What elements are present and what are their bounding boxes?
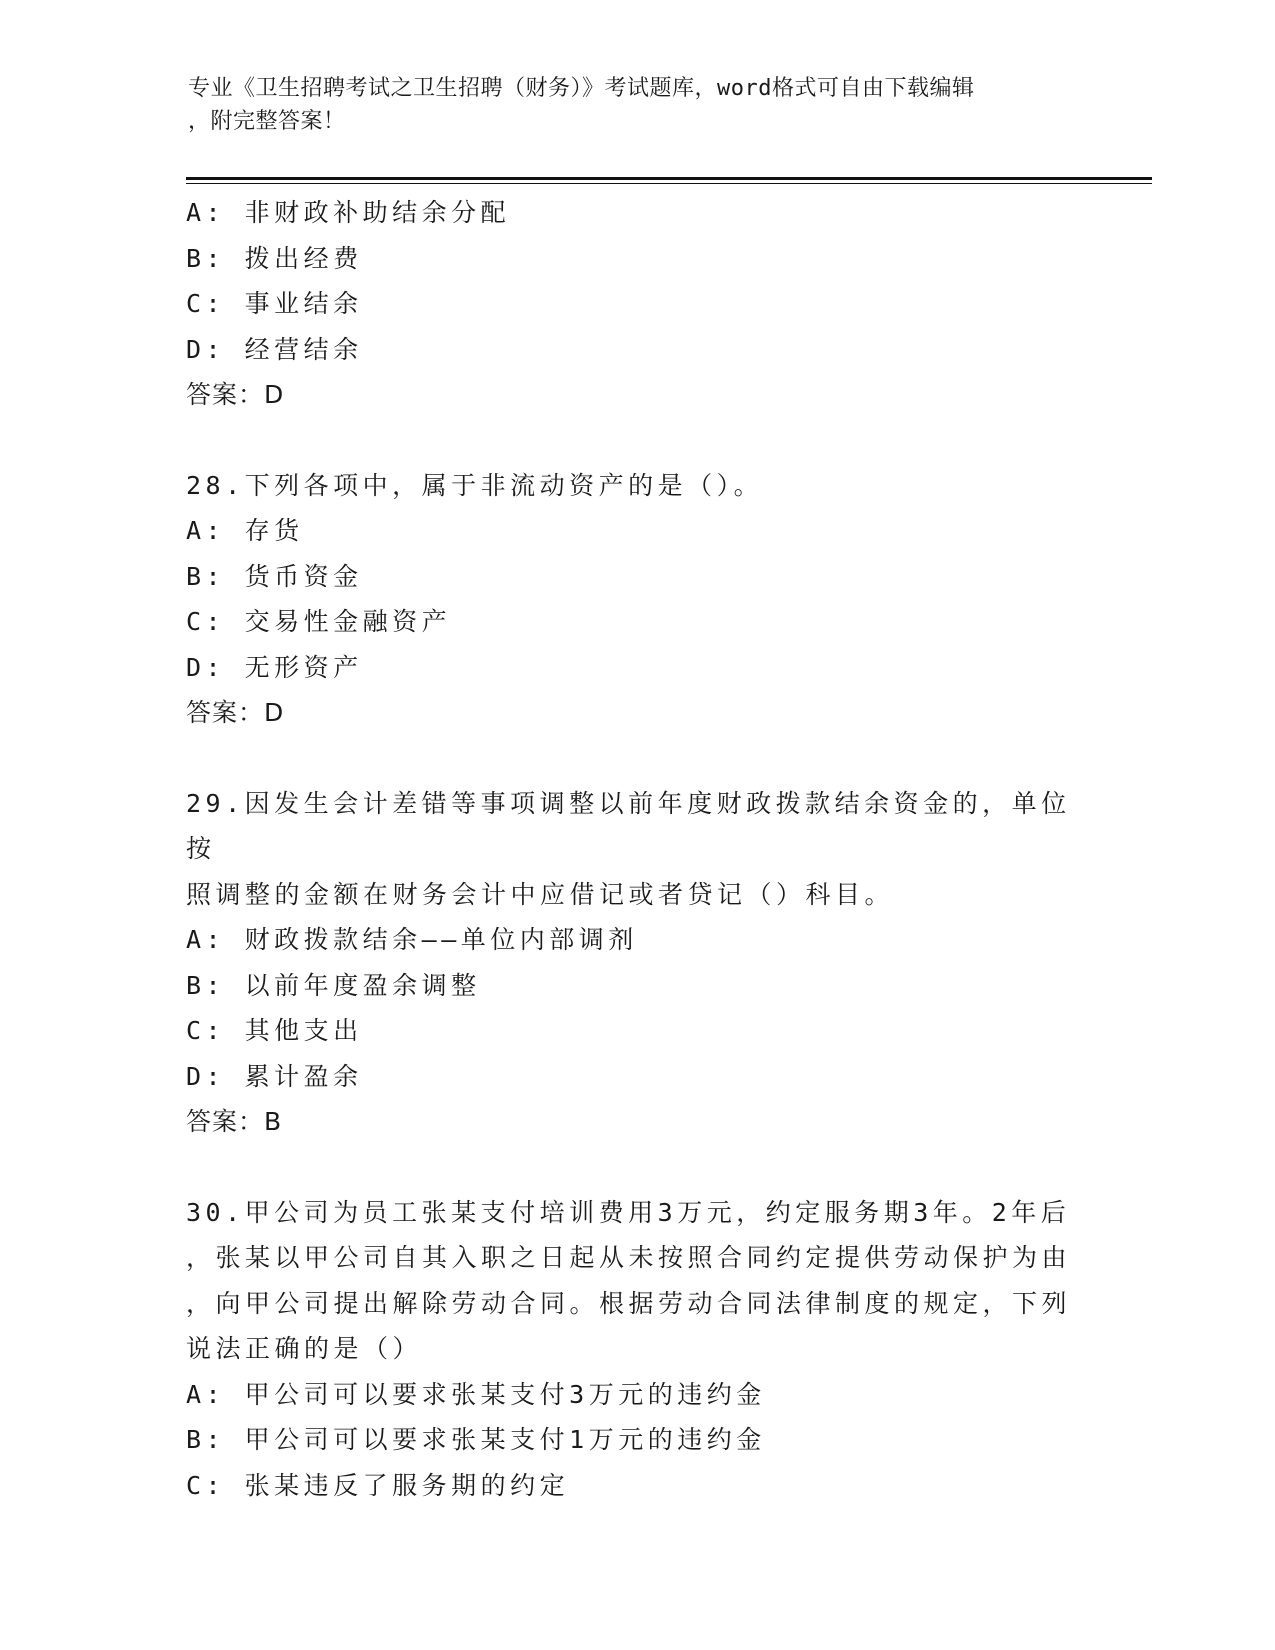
option-c: C: 其他支出 — [186, 1016, 363, 1045]
option-c: C: 张某违反了服务期的约定 — [186, 1470, 570, 1500]
question-stem-line-1: 29.因发生会计差错等事项调整以前年度财政拨款结余资金的，单位按 — [186, 788, 1071, 863]
option-a: A: 甲公司可以要求张某支付3万元的违约金 — [186, 1379, 766, 1409]
header-line-2: ，附完整答案！ — [188, 109, 346, 134]
question-stem-line-3: ，向甲公司提出解除劳动合同。根据劳动合同法律制度的规定，下列 — [186, 1288, 1072, 1318]
answer: 答案：D — [186, 380, 285, 409]
option-b: B: 拨出经费 — [186, 243, 363, 273]
question-28 — [186, 463, 1086, 736]
question-stem-line-2: ，张某以甲公司自其入职之日起从未按照合同约定提供劳动保护为由 — [186, 1243, 1072, 1272]
question-stem-line-4: 说法正确的是（） — [186, 1334, 423, 1363]
option-b: B: 以前年度盈余调整 — [186, 970, 481, 1000]
answer: 答案：D — [186, 698, 285, 727]
question-stem: 28.下列各项中，属于非流动资产的是（）。 — [186, 470, 764, 500]
option-c: C: 交易性金融资产 — [186, 607, 452, 636]
question-30 — [186, 1190, 1086, 1509]
question-stem-line-1: 30.甲公司为员工张某支付培训费用3万元，约定服务期3年。2年后 — [186, 1197, 1071, 1227]
document-header — [188, 72, 1088, 138]
header-divider-thick — [186, 177, 1152, 180]
option-d: D: 经营结余 — [186, 334, 363, 364]
option-d: D: 累计盈余 — [186, 1061, 363, 1091]
option-a: A: 非财政补助结余分配 — [186, 198, 511, 227]
question-stem-line-2: 照调整的金额在财务会计中应借记或者贷记（）科目。 — [186, 879, 895, 909]
option-b: B: 货币资金 — [186, 561, 363, 591]
option-c: C: 事业结余 — [186, 289, 363, 318]
option-d: D: 无形资产 — [186, 652, 363, 682]
question-list — [186, 190, 1086, 1508]
option-b: B: 甲公司可以要求张某支付1万元的违约金 — [186, 1425, 766, 1454]
question-29 — [186, 781, 1086, 1145]
option-a: A: 财政拨款结余——单位内部调剂 — [186, 925, 638, 954]
question-27-partial — [186, 190, 1086, 418]
header-line-1: 专业《卫生招聘考试之卫生招聘（财务）》考试题库，word格式可自由下载编辑 — [188, 76, 975, 101]
option-a: A: 存货 — [186, 516, 304, 545]
answer: 答案：B — [186, 1107, 283, 1136]
header-divider-thin — [186, 183, 1152, 184]
